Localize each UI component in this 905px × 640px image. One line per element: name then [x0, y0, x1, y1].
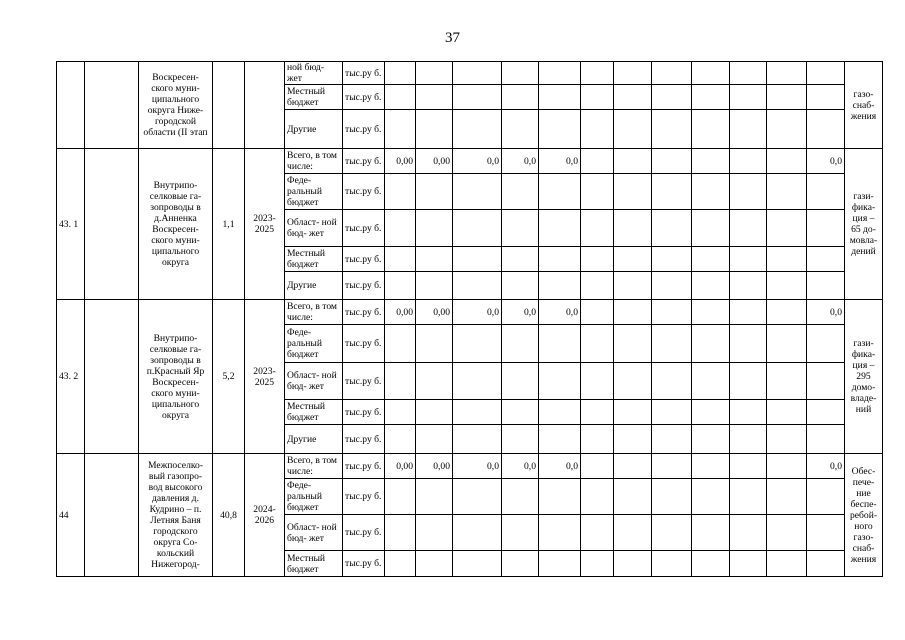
- value-cell: 0,0: [502, 149, 539, 174]
- funding-source: Област- ной бюд- жет: [285, 515, 343, 551]
- result: гази- фика- ция – 295 домо- владе- ний: [845, 300, 883, 454]
- value-cell: 0,00: [416, 300, 453, 325]
- funding-source: Местный бюджет: [285, 247, 343, 272]
- unit: тыс.ру б.: [343, 110, 385, 149]
- length: 5,2: [213, 300, 245, 454]
- table-row: [57, 300, 883, 325]
- value-cell: 0,0: [807, 300, 845, 325]
- value-cell: 0,0: [539, 454, 581, 479]
- value-cell: 0,00: [385, 149, 416, 174]
- table-row: [57, 454, 883, 479]
- unit: тыс.ру б.: [343, 174, 385, 210]
- unit: тыс.ру б.: [343, 454, 385, 479]
- value-cell: 0,0: [807, 149, 845, 174]
- value-cell: 0,0: [807, 454, 845, 479]
- unit: тыс.ру б.: [343, 479, 385, 515]
- funding-source: Феде- ральный бюджет: [285, 325, 343, 363]
- page-number: 37: [445, 30, 460, 46]
- result: газо- снаб- жения: [845, 62, 883, 149]
- funding-source: Област- ной бюд- жет: [285, 210, 343, 247]
- years: 2024- 2026: [245, 454, 285, 577]
- length: 40,8: [213, 454, 245, 577]
- unit: тыс.ру б.: [343, 363, 385, 400]
- years: 2023- 2025: [245, 149, 285, 300]
- funding-source: Феде- ральный бюджет: [285, 174, 343, 210]
- value-cell: 0,0: [453, 454, 502, 479]
- program-table: [56, 61, 883, 577]
- row-number: 43. 2: [57, 300, 85, 454]
- row-number: 43. 1: [57, 149, 85, 300]
- funding-source: Местный бюджет: [285, 400, 343, 425]
- value-cell: 0,0: [453, 300, 502, 325]
- unit: тыс.ру б.: [343, 85, 385, 110]
- funding-source: Другие: [285, 425, 343, 454]
- funding-source: Местный бюджет: [285, 551, 343, 577]
- object-name: Межпоселко- вый газопро- вод высокого давления д. Кудрино – п. Летняя Баня городского округа Со- кольский Нижегород-: [139, 454, 213, 577]
- funding-source: Област- ной бюд- жет: [285, 363, 343, 400]
- unit: тыс.ру б.: [343, 149, 385, 174]
- unit: тыс.ру б.: [343, 272, 385, 300]
- years: 2023- 2025: [245, 300, 285, 454]
- unit: тыс.ру б.: [343, 551, 385, 577]
- unit: тыс.ру б.: [343, 325, 385, 363]
- funding-source: Всего, в том числе:: [285, 454, 343, 479]
- unit: тыс.ру б.: [343, 425, 385, 454]
- value-cell: 0,0: [502, 300, 539, 325]
- unit: тыс.ру б.: [343, 300, 385, 325]
- value-cell: 0,0: [539, 300, 581, 325]
- unit: тыс.ру б.: [343, 400, 385, 425]
- funding-source: Всего, в том числе:: [285, 149, 343, 174]
- value-cell: 0,0: [453, 149, 502, 174]
- value-cell: 0,00: [385, 300, 416, 325]
- value-cell: 0,00: [416, 454, 453, 479]
- table-row: [57, 149, 883, 174]
- funding-source: Местный бюджет: [285, 85, 343, 110]
- value-cell: 0,00: [385, 454, 416, 479]
- unit: тыс.ру б.: [343, 210, 385, 247]
- object-name: Внутрипо- селковые га- зопроводы в п.Красный Яр Воскресен- ского муни- ципального округа: [139, 300, 213, 454]
- unit: тыс.ру б.: [343, 62, 385, 85]
- row-number: 44: [57, 454, 85, 577]
- value-cell: 0,00: [416, 149, 453, 174]
- value-cell: 0,0: [502, 454, 539, 479]
- result: Обес- пече- ние беспе- ребой- ного газо- снаб- жения: [845, 454, 883, 577]
- result: гази- фика- ция – 65 до- мовла- дений: [845, 149, 883, 300]
- value-cell: 0,0: [539, 149, 581, 174]
- funding-source: Всего, в том числе:: [285, 300, 343, 325]
- unit: тыс.ру б.: [343, 247, 385, 272]
- funding-source: Феде- ральный бюджет: [285, 479, 343, 515]
- object-name: Внутрипо- селковые га- зопроводы в д.Анненка Воскресен- ского муни- ципального округа: [139, 149, 213, 300]
- funding-source: Другие: [285, 272, 343, 300]
- length: 1,1: [213, 149, 245, 300]
- funding-source: Другие: [285, 110, 343, 149]
- funding-source: ной бюд- жет: [285, 62, 343, 85]
- table-row: [57, 62, 883, 85]
- unit: тыс.ру б.: [343, 515, 385, 551]
- object-name: Воскресен- ского муни- ципального округа Ниже- городской области (II этап: [139, 62, 213, 149]
